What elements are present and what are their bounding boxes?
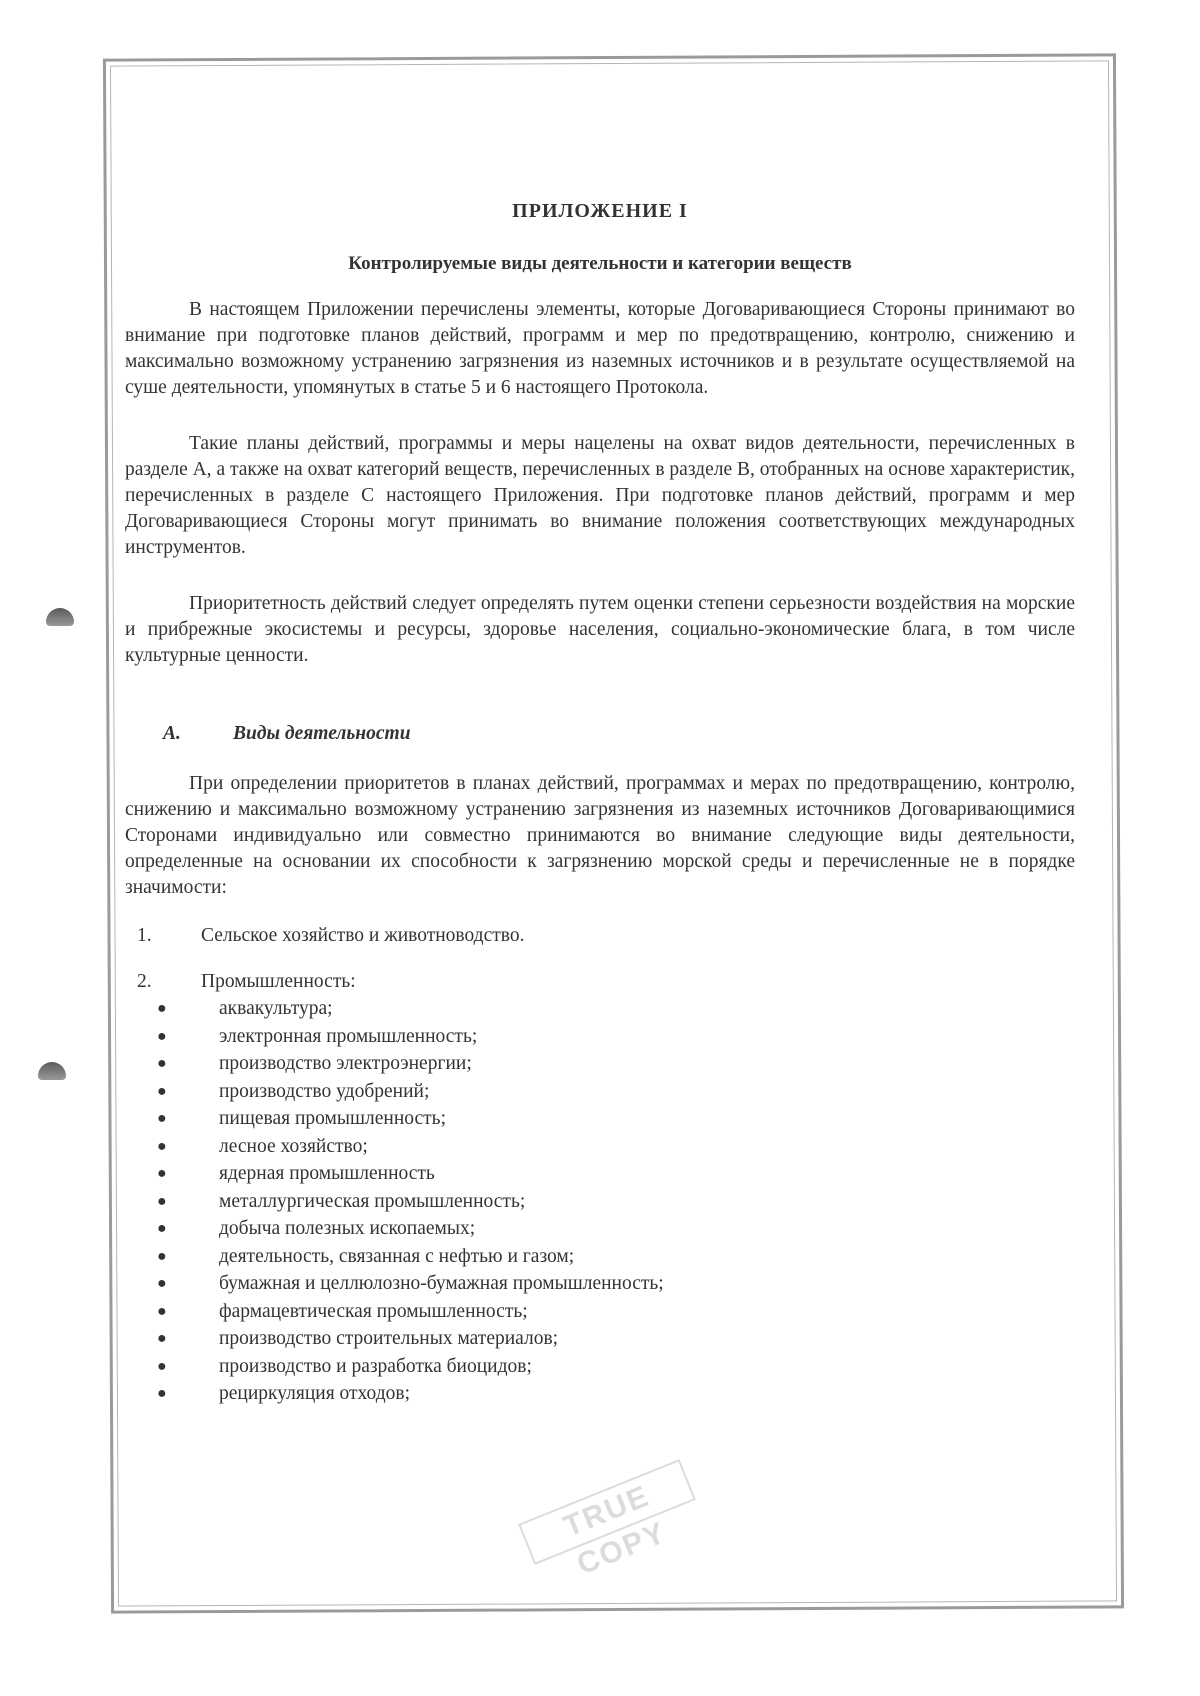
bullet-item <box>125 1105 1075 1133</box>
bullet-item <box>125 995 1075 1023</box>
bullet-item <box>125 1023 1075 1051</box>
bullet-item <box>125 1380 1075 1408</box>
true-copy-stamp: TRUE COPY <box>518 1459 696 1565</box>
bullet-item <box>125 1325 1075 1353</box>
section-a-number: А. <box>163 723 181 744</box>
paragraph-3: Приоритетность действий следует определять путем оценки степени серьезности воздействия на морские и прибрежные экосистемы и ресурсы, здоровье населения, социально-экономические блага, в том числе культурные ценности. <box>125 593 1075 666</box>
bullet-text: пищевая промышленность; <box>219 1108 446 1129</box>
bullet-text: металлургическая промышленность; <box>219 1190 526 1212</box>
bullet-text: добыча полезных ископаемых; <box>219 1218 476 1239</box>
bullet-text: производство и разработка биоцидов; <box>219 1355 532 1377</box>
paragraph-1: В настоящем Приложении перечислены элементы, которые Договаривающиеся Стороны принимают во внимание при подготовке планов действий, программ и мер по предотвращению, контролю, снижению и максимально возможному устранению загрязнения из наземных источников и в результате осуществляемой на суше деятельности, упомянутых в статье 5 и 6 настоящего Протокола. <box>125 299 1075 398</box>
bullet-item <box>125 1243 1075 1271</box>
bullet-text: производство удобрений; <box>219 1080 430 1102</box>
punch-hole-top <box>46 608 74 626</box>
bullet-item <box>125 1353 1075 1381</box>
bullet-text: бумажная и целлюлозно-бумажная промышленность; <box>219 1273 664 1294</box>
section-a-heading <box>125 723 1075 745</box>
bullet-item <box>125 1270 1075 1298</box>
document-body <box>125 200 1075 1408</box>
bullet-text: электронная промышленность; <box>219 1025 478 1047</box>
list-item <box>125 969 1075 995</box>
list-item-number: 1. <box>137 925 152 946</box>
list-item-text: Сельское хозяйство и животноводство. <box>201 925 525 946</box>
punch-hole-bottom <box>38 1062 66 1080</box>
bullet-item <box>125 1050 1075 1078</box>
industry-bullet-list <box>125 995 1075 1408</box>
bullet-text: аквакультура; <box>219 998 333 1019</box>
bullet-text: лесное хозяйство; <box>219 1135 368 1157</box>
bullet-item <box>125 1133 1075 1161</box>
annex-subtitle: Контролируемые виды деятельности и категории веществ <box>348 253 852 274</box>
bullet-icon: ● <box>157 1302 167 1320</box>
bullet-icon: ● <box>157 1082 167 1100</box>
bullet-text: рециркуляция отходов; <box>219 1383 411 1404</box>
bullet-icon: ● <box>157 1330 167 1347</box>
bullet-icon: ● <box>157 1247 167 1265</box>
paragraph-2: Такие планы действий, программы и меры нацелены на охват видов деятельности, перечисленных в разделе А, а также на охват категорий веществ, перечисленных в разделе В, отобранных на основе характеристик, перечисленных в разделе С настоящего Приложения. При подготовке планов действий, программ и мер Договаривающиеся Стороны могут принимать во внимание положения соответствующих международных инструментов. <box>125 433 1075 558</box>
bullet-text: производство электроэнергии; <box>219 1053 472 1074</box>
bullet-text: деятельность, связанная с нефтью и газом; <box>219 1245 575 1267</box>
bullet-icon: ● <box>157 1027 167 1045</box>
bullet-icon: ● <box>157 1110 167 1127</box>
bullet-icon: ● <box>157 1220 167 1237</box>
bullet-text: фармацевтическая промышленность; <box>219 1300 528 1322</box>
bullet-icon: ● <box>157 1385 167 1402</box>
bullet-text: производство строительных материалов; <box>219 1328 559 1349</box>
bullet-item <box>125 1160 1075 1188</box>
list-item <box>125 923 1075 949</box>
bullet-text: ядерная промышленность <box>219 1163 435 1184</box>
section-a-title: Виды деятельности <box>233 723 411 744</box>
section-a-intro: При определении приоритетов в планах действий, программах и мерах по предотвращению, контролю, снижению и максимально возможному устранению загрязнения из наземных источников Договаривающимися Сторонами индивидуально или совместно принимаются во внимание следующие виды деятельности, определенные на основании их способности к загрязнению морской среды и перечисленные не в порядке значимости: <box>125 773 1075 898</box>
bullet-icon: ● <box>157 1192 167 1210</box>
bullet-item <box>125 1188 1075 1216</box>
bullet-icon: ● <box>157 1055 167 1072</box>
bullet-item <box>125 1298 1075 1326</box>
bullet-icon: ● <box>157 1275 167 1292</box>
bullet-icon: ● <box>157 1000 167 1017</box>
list-item-number: 2. <box>137 971 152 992</box>
bullet-item <box>125 1078 1075 1106</box>
list-item-text: Промышленность: <box>201 971 356 992</box>
bullet-item <box>125 1215 1075 1243</box>
bullet-icon: ● <box>157 1137 167 1155</box>
bullet-icon: ● <box>157 1165 167 1182</box>
annex-title: ПРИЛОЖЕНИЕ I <box>512 200 688 222</box>
bullet-icon: ● <box>157 1357 167 1375</box>
